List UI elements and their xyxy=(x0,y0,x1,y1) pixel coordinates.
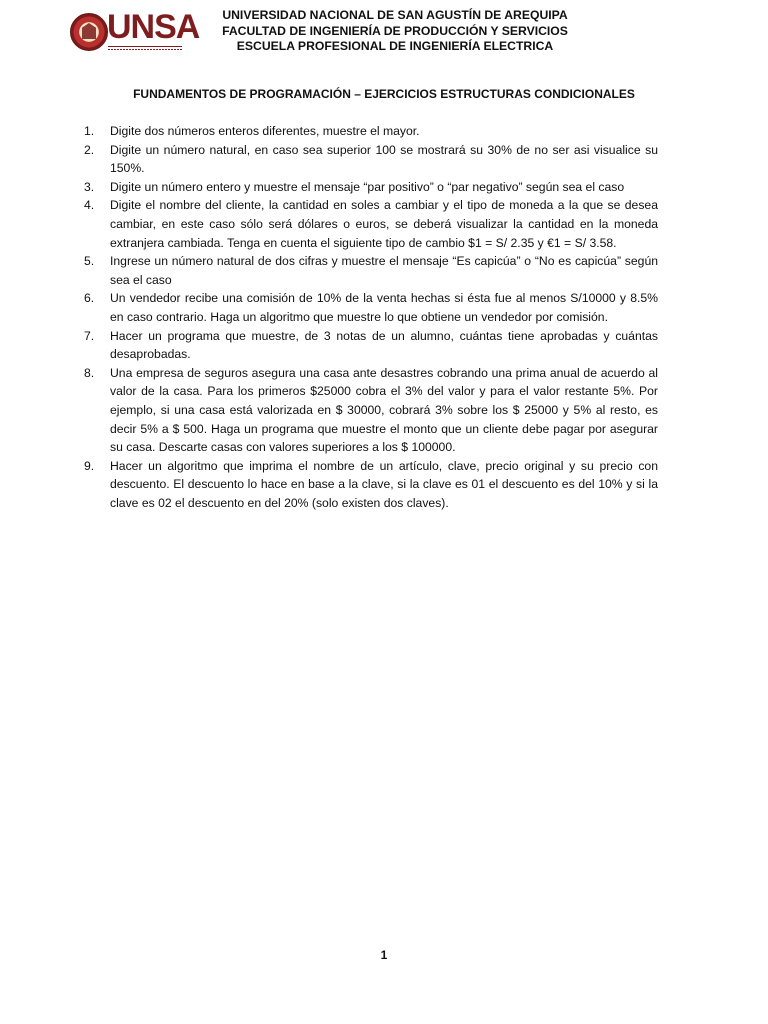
institution-heading xyxy=(160,8,630,55)
exercise-text: Digite dos números enteros diferentes, muestre el mayor. xyxy=(110,124,420,138)
exercise-number: 4. xyxy=(84,198,95,213)
school-name: ESCUELA PROFESIONAL DE INGENIERÍA ELECTRICA xyxy=(236,39,554,53)
list-item xyxy=(84,122,658,141)
exercise-text: Un vendedor recibe una comisión de 10% de la venta hechas si ésta fue al menos S/10000 y 8.5% en caso contrario. Haga un algoritmo que muestre lo que obtiene un vendedor por comisión. xyxy=(110,291,658,324)
exercise-number: 9. xyxy=(84,458,95,473)
document-header xyxy=(0,8,768,58)
list-item xyxy=(84,141,658,178)
exercise-text: Digite un número natural, en caso sea superior 100 se mostrará su 30% de no ser asi visualice su 150%. xyxy=(110,142,658,176)
university-seal-icon xyxy=(70,13,108,51)
exercise-text: Una empresa de seguros asegura una casa ante desastres cobrando una prima anual de acuerdo al valor de la casa. Para los primeros $25000 cobra el 3% del valor y para el valor restante 5%. Por ejemplo, si una casa está valorizada en $ 30000, cobrará 3% sobre los $ 25000 y 5% al resto, es decir 5% a $ 500. Haga un programa que muestre el monto que un cliente debe pagar por asegurar su casa. Descarte casas con valores superiores a los $ 100000. xyxy=(110,365,658,455)
exercise-number: 5. xyxy=(84,254,95,269)
exercise-number: 2. xyxy=(84,142,95,157)
list-item xyxy=(84,178,658,197)
exercise-number: 6. xyxy=(84,291,95,306)
exercise-text: Hacer un programa que muestre, de 3 notas de un alumno, cuántas tiene aprobadas y cuántas desaprobadas. xyxy=(110,328,658,362)
exercise-number: 7. xyxy=(84,328,95,343)
logo-text: UNSA xyxy=(107,8,200,46)
faculty-name: FACULTAD DE INGENIERÍA DE PRODUCCIÓN Y SERVICIOS xyxy=(222,23,568,38)
exercise-text: Ingrese un número natural de dos cifras y muestre el mensaje “Es capicúa” o “No es capicúa” según sea el caso xyxy=(110,254,658,287)
exercise-list xyxy=(84,122,658,512)
university-name: UNIVERSIDAD NACIONAL DE SAN AGUSTÍN DE AREQUIPA xyxy=(222,8,568,22)
list-item xyxy=(84,289,658,326)
list-item xyxy=(84,327,658,364)
exercise-text: Digite el nombre del cliente, la cantidad en soles a cambiar y el tipo de moneda a la que se desea cambiar, en este caso sólo será dólares o euros, se deberá visualizar la cantidad en la moneda extranjera cambiada. Tenga en cuenta el siguiente tipo de cambio $1 = S/ 2.35 y €1 = S/ 3.58. xyxy=(110,198,658,250)
exercise-number: 3. xyxy=(84,179,95,194)
list-item xyxy=(84,364,658,457)
list-item xyxy=(84,196,658,252)
document-title: FUNDAMENTOS DE PROGRAMACIÓN – EJERCICIOS ESTRUCTURAS CONDICIONALES xyxy=(133,87,635,101)
exercise-number: 8. xyxy=(84,365,95,380)
exercise-text: Digite un número entero y muestre el mensaje “par positivo” o “par negativo” según sea el caso xyxy=(110,179,625,194)
list-item xyxy=(84,457,658,513)
list-item xyxy=(84,252,658,289)
exercise-number: 1. xyxy=(84,124,95,138)
exercise-text: Hacer un algoritmo que imprima el nombre de un artículo, clave, precio original y su precio con descuento. El descuento lo hace en base a la clave, si la clave es 01 el descuento es del 10% y si la clave es 02 el descuento en del 20% (solo existen dos claves). xyxy=(110,458,658,510)
page-number: 1 xyxy=(380,948,388,962)
